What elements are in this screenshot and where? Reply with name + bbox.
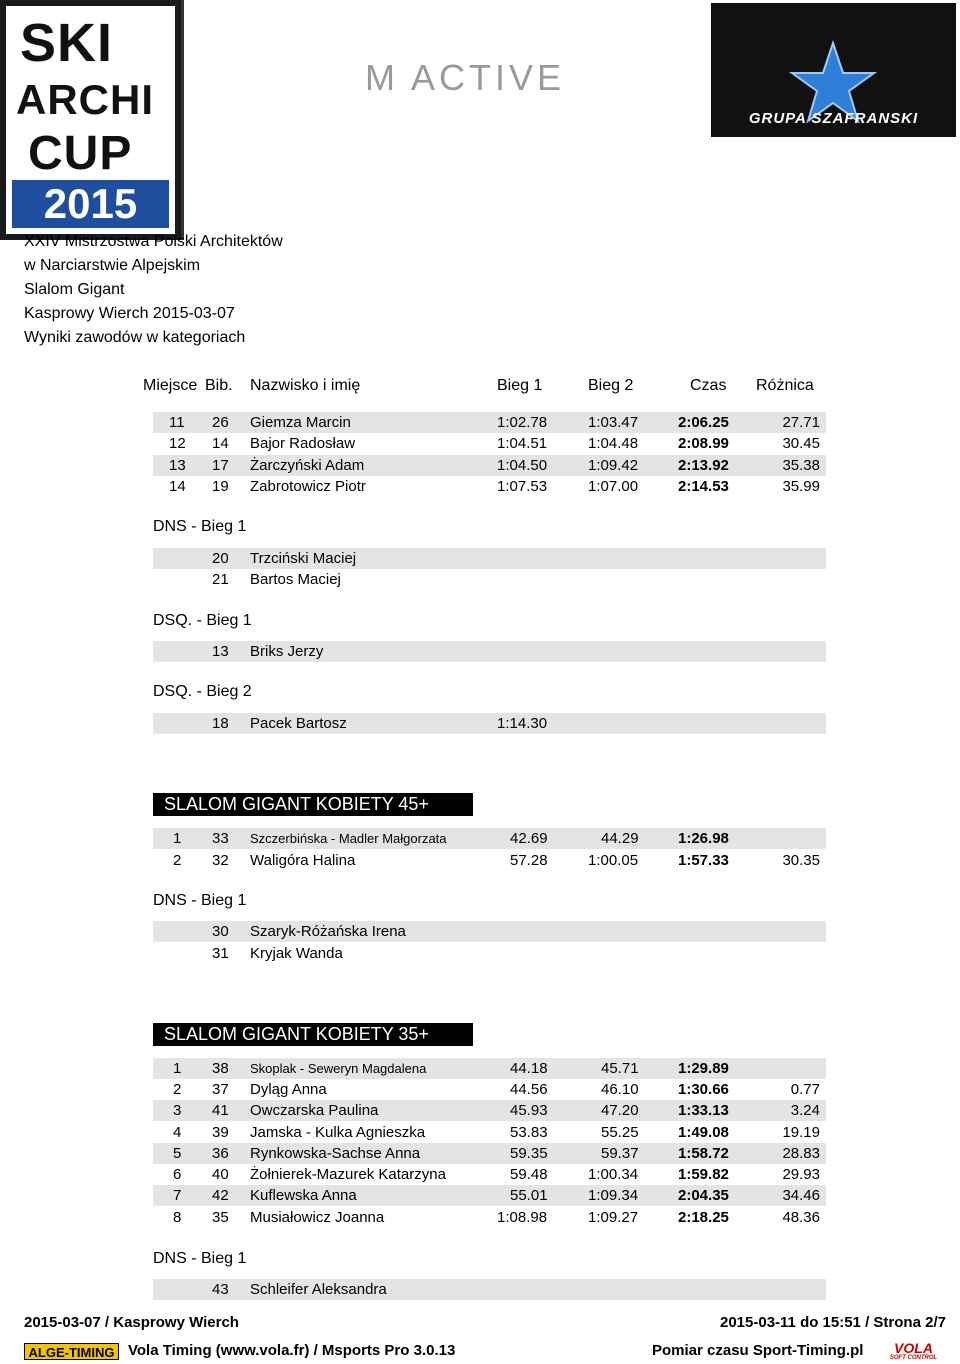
bib: 13: [212, 643, 229, 660]
run1: 1:04.50: [497, 457, 548, 474]
grupa-logo-text: GRUPA SZAFRANSKI: [748, 110, 919, 127]
total-time: 1:59.82: [678, 1166, 729, 1183]
col-header-bib: Bib.: [205, 377, 233, 394]
place: 1: [173, 1060, 182, 1077]
run1: 1:07.53: [497, 478, 548, 495]
name: Jamska - Kulka Agnieszka: [250, 1124, 426, 1141]
total-time: 1:33.13: [678, 1102, 729, 1119]
bib: 31: [212, 945, 229, 962]
diff: 29.93: [782, 1166, 820, 1183]
place: 1: [173, 830, 182, 847]
place: 8: [173, 1209, 182, 1226]
total-time: 1:57.33: [678, 852, 729, 869]
alge-timing-logo: ALGE-TIMING: [24, 1343, 119, 1360]
diff: 0.77: [790, 1081, 820, 1098]
name: Briks Jerzy: [250, 643, 324, 660]
col-header-run1: Bieg 1: [497, 377, 543, 394]
m-active-logo: M ACTIVE: [364, 57, 566, 98]
name: Rynkowska-Sachse Anna: [250, 1145, 421, 1162]
col-header-diff: Różnica: [756, 377, 814, 394]
vola-logo: [871, 1341, 956, 1361]
run2: 1:03.47: [588, 414, 639, 431]
place: 2: [173, 1081, 182, 1098]
name: Bartos Maciej: [250, 571, 341, 588]
run1: 59.35: [510, 1145, 548, 1162]
name: Żołnierek-Mazurek Katarzyna: [250, 1166, 446, 1183]
name: Kuflewska Anna: [250, 1187, 357, 1204]
bib: 33: [212, 830, 229, 847]
run2: 44.29: [601, 830, 639, 847]
name: Pacek Bartosz: [250, 715, 347, 732]
name: Skoplak - Seweryn Magdalena: [250, 1061, 427, 1076]
total-time: 1:58.72: [678, 1145, 729, 1162]
category-title: SLALOM GIGANT KOBIETY 45+: [153, 793, 473, 816]
place: 7: [173, 1187, 182, 1204]
bib: 43: [212, 1281, 229, 1298]
name: Żarczyński Adam: [250, 457, 365, 474]
name: Owczarska Paulina: [250, 1102, 379, 1119]
bib: 40: [212, 1166, 229, 1183]
run1: 55.01: [510, 1187, 548, 1204]
bib: 30: [212, 923, 229, 940]
diff: 28.83: [782, 1145, 820, 1162]
bib: 38: [212, 1060, 229, 1077]
total-time: 1:29.89: [678, 1060, 729, 1077]
diff: 3.24: [790, 1102, 820, 1119]
place: 2: [173, 852, 182, 869]
bib: 42: [212, 1187, 229, 1204]
run1: 45.93: [510, 1102, 548, 1119]
footer-date-location: 2015-03-07 / Kasprowy Wierch: [24, 1314, 239, 1331]
place: 5: [173, 1145, 182, 1162]
section-dns-run1: DNS - Bieg 1: [153, 1250, 247, 1267]
run2: 1:00.05: [588, 852, 639, 869]
total-time: 2:14.53: [678, 478, 729, 495]
category-title: SLALOM GIGANT KOBIETY 35+: [153, 1023, 473, 1046]
bib: 32: [212, 852, 229, 869]
run2: 1:00.34: [588, 1166, 639, 1183]
header-line-4: Kasprowy Wierch 2015-03-07: [24, 305, 235, 322]
header-line-2: w Narciarstwie Alpejskim: [24, 257, 201, 274]
bib: 26: [212, 414, 229, 431]
diff: 35.99: [782, 478, 820, 495]
run1: 1:02.78: [497, 414, 548, 431]
run2: 1:04.48: [588, 435, 639, 452]
name: Giemza Marcin: [250, 414, 351, 431]
run2: 1:09.34: [588, 1187, 639, 1204]
run2: 46.10: [601, 1081, 639, 1098]
grupa-szafranski-logo: [711, 3, 956, 137]
diff: 27.71: [782, 414, 820, 431]
run2: 55.25: [601, 1124, 639, 1141]
logo-year: 2015: [12, 180, 169, 228]
place: 12: [169, 435, 186, 452]
place: 14: [169, 478, 186, 495]
diff: 19.19: [782, 1124, 820, 1141]
footer-software: Vola Timing (www.vola.fr) / Msports Pro 3.0.13: [128, 1342, 456, 1359]
run1: 44.56: [510, 1081, 548, 1098]
run1: 44.18: [510, 1060, 548, 1077]
section-dsq-run1: DSQ. - Bieg 1: [153, 612, 252, 629]
bib: 20: [212, 550, 229, 567]
place: 13: [169, 457, 186, 474]
run1: 57.28: [510, 852, 548, 869]
place: 4: [173, 1124, 182, 1141]
run2: 1:09.42: [588, 457, 639, 474]
diff: 35.38: [782, 457, 820, 474]
name: Bajor Radosław: [250, 435, 356, 452]
name: Szaryk-Różańska Irena: [250, 923, 406, 940]
total-time: 1:49.08: [678, 1124, 729, 1141]
run1: 53.83: [510, 1124, 548, 1141]
logo-text-archi: ARCHI: [16, 76, 154, 123]
name: Szczerbińska - Madler Małgorzata: [250, 831, 447, 846]
bib: 36: [212, 1145, 229, 1162]
name: Trzciński Maciej: [250, 550, 357, 567]
run2: 59.37: [601, 1145, 639, 1162]
name: Musiałowicz Joanna: [250, 1209, 385, 1226]
run1: 1:08.98: [497, 1209, 548, 1226]
bib: 39: [212, 1124, 229, 1141]
bib: 18: [212, 715, 229, 732]
col-header-run2: Bieg 2: [588, 377, 634, 394]
vola-logo-text: VOLA: [894, 1340, 933, 1356]
run2: 1:07.00: [588, 478, 639, 495]
place: 6: [173, 1166, 182, 1183]
bib: 41: [212, 1102, 229, 1119]
bib: 19: [212, 478, 229, 495]
place: 11: [169, 414, 185, 431]
footer-timing-provider: Pomiar czasu Sport-Timing.pl: [652, 1342, 864, 1359]
header-line-5: Wyniki zawodów w kategoriach: [24, 329, 246, 346]
bib: 17: [212, 457, 229, 474]
run1: 59.48: [510, 1166, 548, 1183]
logo-text-cup: CUP: [28, 127, 133, 180]
name: Zabrotowicz Piotr: [250, 478, 366, 495]
section-dns-run1: DNS - Bieg 1: [153, 892, 247, 909]
total-time: 2:04.35: [678, 1187, 729, 1204]
name: Schleifer Aleksandra: [250, 1281, 387, 1298]
name: Kryjak Wanda: [250, 945, 343, 962]
logo-text-ski: SKI: [20, 13, 114, 73]
col-header-time: Czas: [690, 377, 727, 394]
footer-page-info: 2015-03-11 do 15:51 / Strona 2/7: [720, 1314, 946, 1331]
run1: 42.69: [510, 830, 548, 847]
run1: 1:04.51: [497, 435, 548, 452]
total-time: 2:08.99: [678, 435, 729, 452]
run2: 1:09.27: [588, 1209, 639, 1226]
section-dsq-run2: DSQ. - Bieg 2: [153, 683, 252, 700]
run1: 1:14.30: [497, 715, 548, 732]
name: Waligóra Halina: [250, 852, 356, 869]
vola-logo-subtext: SOFT CONTROL: [889, 1355, 938, 1361]
total-time: 1:26.98: [678, 830, 729, 847]
total-time: 2:06.25: [678, 414, 729, 431]
place: 3: [173, 1102, 182, 1119]
run2: 45.71: [601, 1060, 639, 1077]
bib: 14: [212, 435, 229, 452]
total-time: 2:13.92: [678, 457, 729, 474]
diff: 30.35: [782, 852, 820, 869]
total-time: 2:18.25: [678, 1209, 729, 1226]
header-line-1: XXIV Mistrzostwa Polski Architektów: [24, 233, 283, 250]
run2: 47.20: [601, 1102, 639, 1119]
ski-archi-cup-logo: [0, 0, 184, 240]
diff: 48.36: [782, 1209, 820, 1226]
bib: 37: [212, 1081, 229, 1098]
bib: 35: [212, 1209, 229, 1226]
name: Dyląg Anna: [250, 1081, 327, 1098]
diff: 30.45: [782, 435, 820, 452]
bib: 21: [212, 571, 229, 588]
header-line-3: Slalom Gigant: [24, 281, 125, 298]
diff: 34.46: [782, 1187, 820, 1204]
total-time: 1:30.66: [678, 1081, 729, 1098]
col-header-name: Nazwisko i imię: [250, 377, 361, 394]
col-header-place: Miejsce: [143, 377, 198, 394]
section-dns-run1: DNS - Bieg 1: [153, 518, 247, 535]
